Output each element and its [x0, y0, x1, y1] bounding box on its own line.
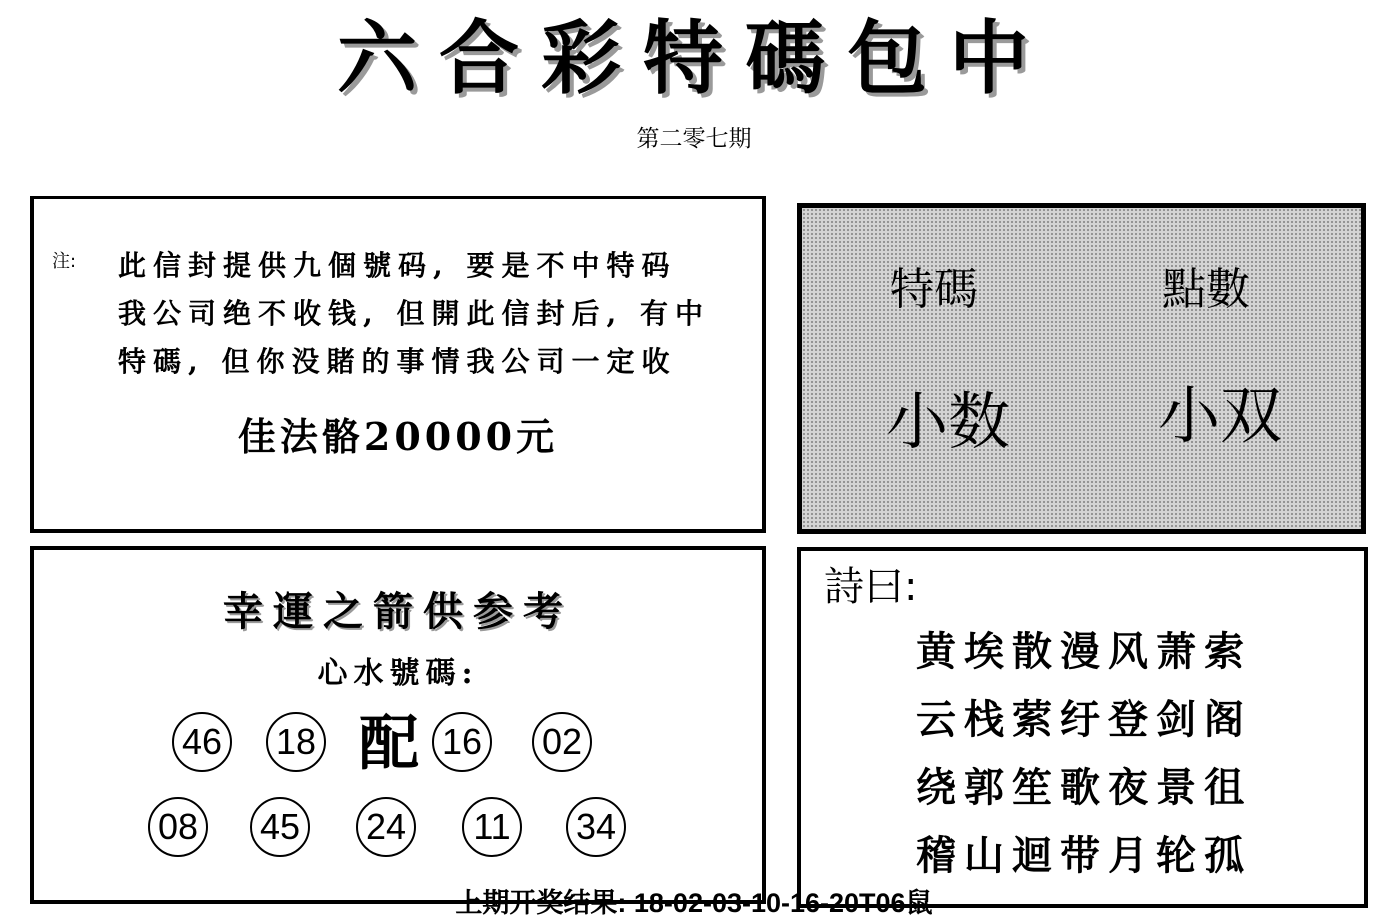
notice-line: 我公司绝不收钱, 但開此信封后, 有中: [118, 297, 710, 330]
number-ball: 08: [148, 797, 208, 857]
page-title: 六合彩特碼包中: [337, 11, 1051, 105]
poem-line: 绕郭笙歌夜景徂: [916, 764, 1252, 811]
poem-label: 詩曰:: [824, 564, 918, 610]
notice-line: 特碼, 但你没賭的事情我公司一定收: [118, 345, 677, 378]
lucky-title: 幸運之箭供参考: [223, 588, 573, 635]
notice-text: [118, 242, 748, 386]
special-heading-left: 特碼: [890, 264, 978, 315]
number-ball: 11: [462, 797, 522, 857]
poem-text: [916, 618, 1346, 890]
last-draw-result: 上期开奖结果: 18-02-03-10-16-20T06鼠: [455, 888, 933, 918]
notice-label: 注:: [52, 251, 77, 272]
pair-character: 配: [359, 709, 419, 779]
number-ball: 34: [566, 797, 626, 857]
issue-number: 第二零七期: [636, 126, 752, 152]
number-ball: 46: [172, 712, 232, 772]
number-ball: 02: [532, 712, 592, 772]
poem-line: 云栈萦纡登剑阁: [916, 696, 1252, 743]
special-value-left: 小数: [886, 385, 1011, 458]
number-ball: 18: [266, 712, 326, 772]
poem-line: 黄埃散漫风萧索: [916, 628, 1252, 675]
lucky-subtitle: 心水號碼:: [317, 656, 479, 691]
special-code-box: [797, 203, 1366, 534]
number-ball: 16: [432, 712, 492, 772]
special-heading-right: 點數: [1162, 264, 1250, 315]
notice-line: 此信封提供九個號码, 要是不中特码: [118, 249, 677, 282]
number-ball: 24: [356, 797, 416, 857]
special-value-right: 小双: [1158, 379, 1283, 452]
number-ball: 45: [250, 797, 310, 857]
reward-amount: 佳法骼20000元: [237, 414, 559, 459]
poem-line: 稽山迴带月轮孤: [916, 832, 1252, 879]
